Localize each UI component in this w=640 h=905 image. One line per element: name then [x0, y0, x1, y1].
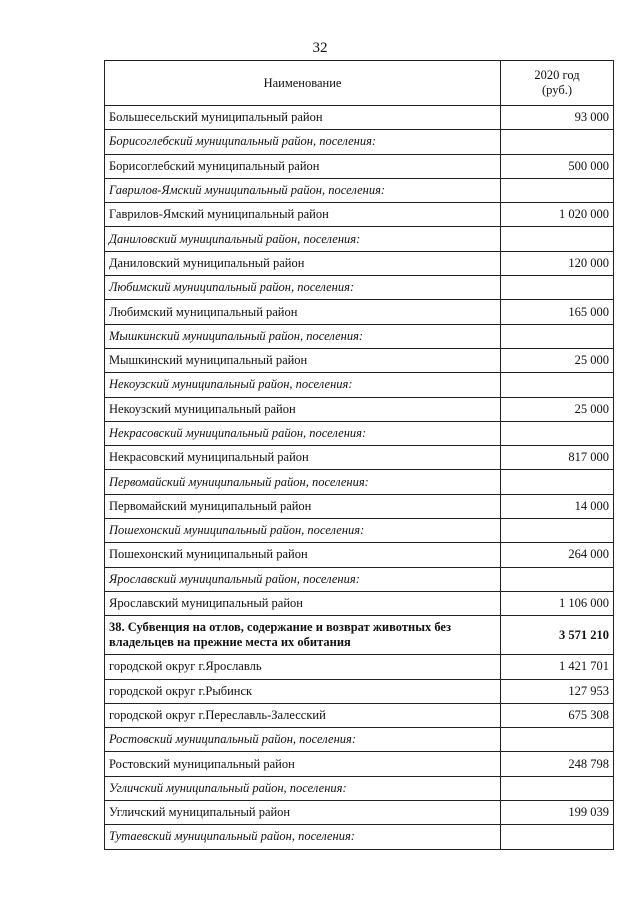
column-header-unit: (руб.) [542, 83, 572, 97]
table-row [105, 591, 614, 615]
row-value [501, 178, 614, 202]
row-value [501, 324, 614, 348]
section-heading-row [105, 130, 614, 154]
row-value: 127 953 [501, 679, 614, 703]
row-value: 1 106 000 [501, 591, 614, 615]
row-name: Некоузский муниципальный район, поселения: [105, 373, 501, 397]
column-header-year: 2020 год [534, 68, 580, 82]
row-name: Любимский муниципальный район, поселения: [105, 276, 501, 300]
row-name: Борисоглебский муниципальный район, поселения: [105, 130, 501, 154]
table-row [105, 543, 614, 567]
row-name: Мышкинский муниципальный район, поселения: [105, 324, 501, 348]
row-value: 14 000 [501, 494, 614, 518]
row-value: 165 000 [501, 300, 614, 324]
row-value: 675 308 [501, 703, 614, 727]
table-row [105, 203, 614, 227]
row-name: Пошехонский муниципальный район, поселения: [105, 519, 501, 543]
table-row [105, 655, 614, 679]
section-heading-row [105, 276, 614, 300]
row-name: Мышкинский муниципальный район [105, 348, 501, 372]
row-value [501, 130, 614, 154]
row-name: Гаврилов-Ямский муниципальный район, поселения: [105, 178, 501, 202]
row-name: Тутаевский муниципальный район, поселения: [105, 825, 501, 849]
row-name: Любимский муниципальный район [105, 300, 501, 324]
row-value: 25 000 [501, 397, 614, 421]
row-name: Пошехонский муниципальный район [105, 543, 501, 567]
row-value: 817 000 [501, 446, 614, 470]
column-header-value [501, 61, 614, 106]
budget-table [104, 60, 614, 850]
row-name: городской округ г.Переславль-Залесский [105, 703, 501, 727]
row-value: 248 798 [501, 752, 614, 776]
section-heading-row [105, 825, 614, 849]
row-name: Большесельский муниципальный район [105, 106, 501, 130]
row-value [501, 728, 614, 752]
table-header-row [105, 61, 614, 106]
table-row [105, 251, 614, 275]
row-name: Некоузский муниципальный район [105, 397, 501, 421]
section-heading-row [105, 178, 614, 202]
row-value: 120 000 [501, 251, 614, 275]
table-row [105, 154, 614, 178]
row-value [501, 825, 614, 849]
table-row [105, 300, 614, 324]
row-name: Некрасовский муниципальный район [105, 446, 501, 470]
row-name: Ростовский муниципальный район [105, 752, 501, 776]
row-value [501, 227, 614, 251]
section-heading-row [105, 421, 614, 445]
row-name: Ростовский муниципальный район, поселения: [105, 728, 501, 752]
row-value [501, 421, 614, 445]
row-value [501, 567, 614, 591]
section-heading-row [105, 567, 614, 591]
section-heading-row [105, 519, 614, 543]
table-row [105, 348, 614, 372]
page-number: 32 [312, 40, 328, 56]
row-value: 93 000 [501, 106, 614, 130]
row-name: Угличский муниципальный район [105, 801, 501, 825]
section-heading-row [105, 324, 614, 348]
row-name: Даниловский муниципальный район [105, 251, 501, 275]
table-row [105, 703, 614, 727]
row-value: 25 000 [501, 348, 614, 372]
table-row [105, 801, 614, 825]
row-value: 500 000 [501, 154, 614, 178]
row-name: Угличский муниципальный район, поселения: [105, 776, 501, 800]
row-value [501, 776, 614, 800]
row-value [501, 276, 614, 300]
section-heading-row [105, 227, 614, 251]
row-name: Гаврилов-Ямский муниципальный район [105, 203, 501, 227]
row-name: городской округ г.Ярославль [105, 655, 501, 679]
row-name: Некрасовский муниципальный район, поселения: [105, 421, 501, 445]
row-value: 1 421 701 [501, 655, 614, 679]
row-name: 38. Субвенция на отлов, содержание и возврат животных без владельцев на прежние места их обитания [105, 616, 501, 655]
row-value: 199 039 [501, 801, 614, 825]
table-row [105, 679, 614, 703]
row-name: Первомайский муниципальный район, поселения: [105, 470, 501, 494]
section-heading-row [105, 373, 614, 397]
row-name: Первомайский муниципальный район [105, 494, 501, 518]
section-heading-row [105, 470, 614, 494]
row-value [501, 470, 614, 494]
section-heading-row [105, 776, 614, 800]
row-name: городской округ г.Рыбинск [105, 679, 501, 703]
table-row [105, 752, 614, 776]
row-name: Ярославский муниципальный район, поселения: [105, 567, 501, 591]
row-value: 264 000 [501, 543, 614, 567]
table-row [105, 446, 614, 470]
table-body [105, 106, 614, 850]
table-row [105, 106, 614, 130]
row-name: Ярославский муниципальный район [105, 591, 501, 615]
row-value [501, 373, 614, 397]
row-value: 3 571 210 [501, 616, 614, 655]
table-row [105, 494, 614, 518]
subvention-row [105, 616, 614, 655]
column-header-name: Наименование [105, 61, 501, 106]
row-value: 1 020 000 [501, 203, 614, 227]
table-row [105, 397, 614, 421]
section-heading-row [105, 728, 614, 752]
row-name: Борисоглебский муниципальный район [105, 154, 501, 178]
row-name: Даниловский муниципальный район, поселения: [105, 227, 501, 251]
row-value [501, 519, 614, 543]
